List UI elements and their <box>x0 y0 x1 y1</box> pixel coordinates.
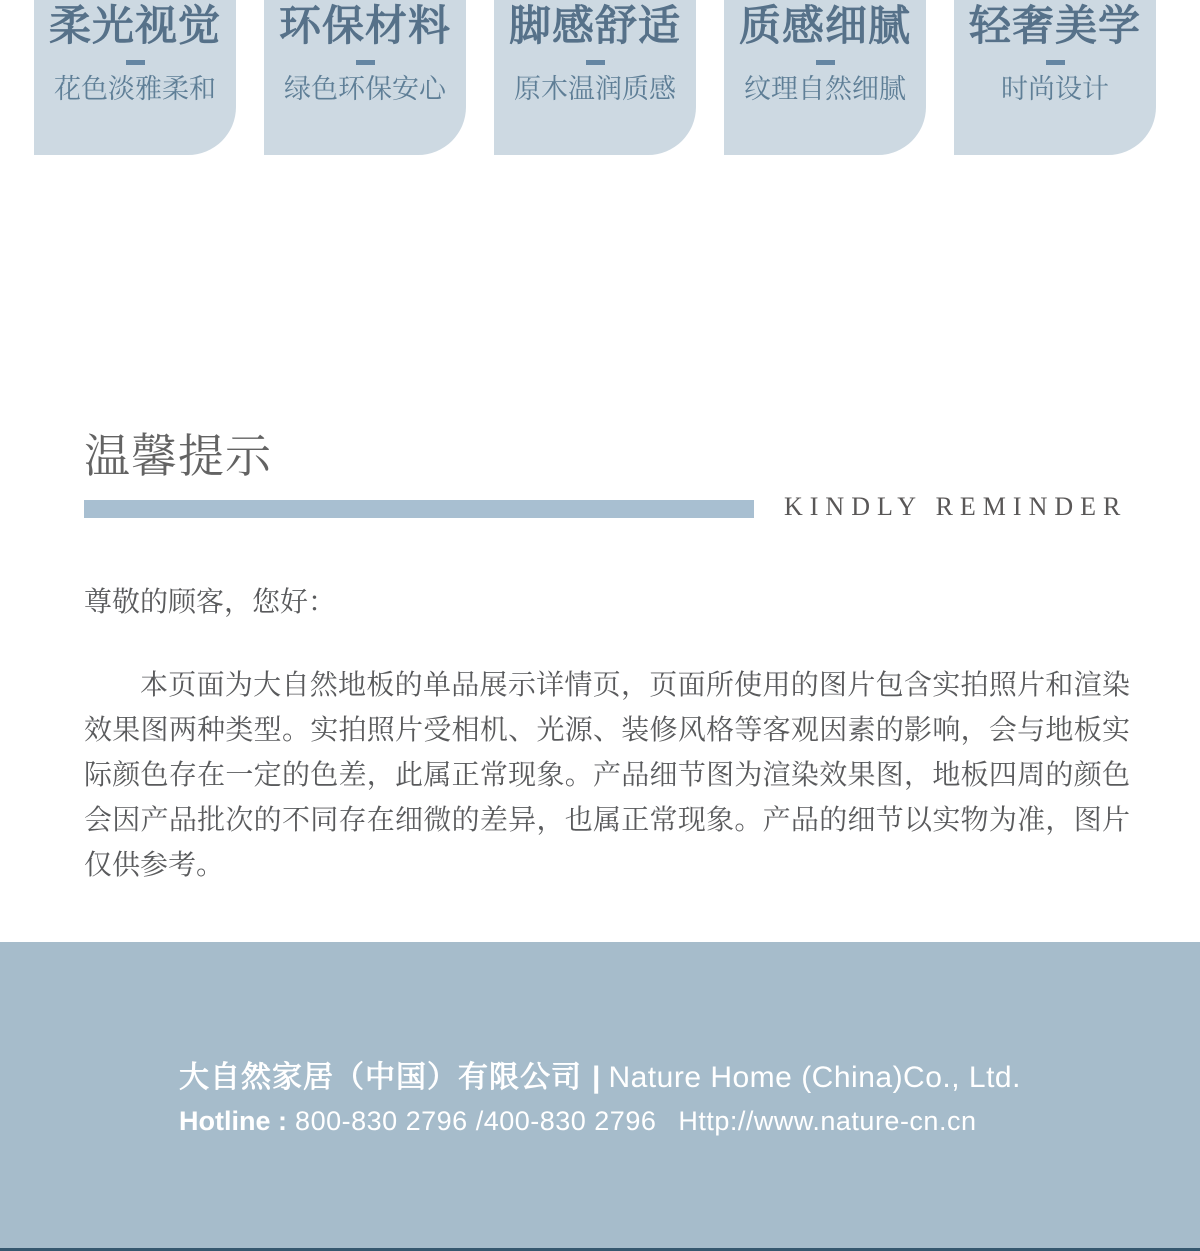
feature-subtitle: 花色淡雅柔和 <box>54 74 216 104</box>
footer-separator: | <box>592 1061 601 1094</box>
footer <box>0 942 1200 1251</box>
footer-content <box>179 1058 1021 1139</box>
feature-title: 脚感舒适 <box>508 2 681 49</box>
feature-title: 轻奢美学 <box>968 2 1141 49</box>
feature-card-foot-comfort <box>494 0 696 155</box>
feature-card-soft-light <box>34 0 236 155</box>
website-url: Http://www.nature-cn.cn <box>678 1106 977 1136</box>
feature-subtitle: 绿色环保安心 <box>284 74 446 104</box>
feature-title: 柔光视觉 <box>48 2 221 49</box>
reminder-section-subtitle-en: KINDLY REMINDER <box>784 492 1128 521</box>
hotline-label: Hotline : <box>179 1106 288 1136</box>
customer-greeting: 尊敬的顾客，您好： <box>84 586 337 617</box>
reminder-section-title: 温馨提示 <box>84 430 272 482</box>
company-name-cn: 大自然家居（中国）有限公司 <box>179 1061 583 1094</box>
feature-subtitle: 纹理自然细腻 <box>744 74 906 104</box>
footer-contact-line <box>179 1103 1021 1139</box>
reminder-accent-bar <box>84 500 754 518</box>
dash-divider <box>1046 60 1065 65</box>
hotline-numbers: 800-830 2796 /400-830 2796 <box>295 1106 657 1136</box>
dash-divider <box>126 60 145 65</box>
dash-divider <box>356 60 375 65</box>
dash-divider <box>586 60 605 65</box>
feature-subtitle: 原木温润质感 <box>514 74 676 104</box>
company-name-en: Nature Home (China)Co., Ltd. <box>608 1061 1021 1094</box>
feature-card-light-luxury <box>954 0 1156 155</box>
feature-cards-row <box>34 0 1156 155</box>
feature-card-eco-material <box>264 0 466 155</box>
footer-company-line <box>179 1058 1021 1098</box>
feature-title: 环保材料 <box>278 2 451 49</box>
feature-subtitle: 时尚设计 <box>1001 74 1109 104</box>
reminder-paragraph: 本页面为大自然地板的单品展示详情页，页面所使用的图片包含实拍照片和渲染效果图两种类型。实拍照片受相机、光源、装修风格等客观因素的影响，会与地板实际颜色存在一定的色差，此属正常现象。产品细节图为渲染效果图，地板四周的颜色会因产品批次的不同存在细微的差异，也属正常现象。产品的细节以实物为准，图片仅供参考。 <box>84 669 1130 880</box>
dash-divider <box>816 60 835 65</box>
feature-card-fine-texture <box>724 0 926 155</box>
feature-title: 质感细腻 <box>738 2 911 49</box>
